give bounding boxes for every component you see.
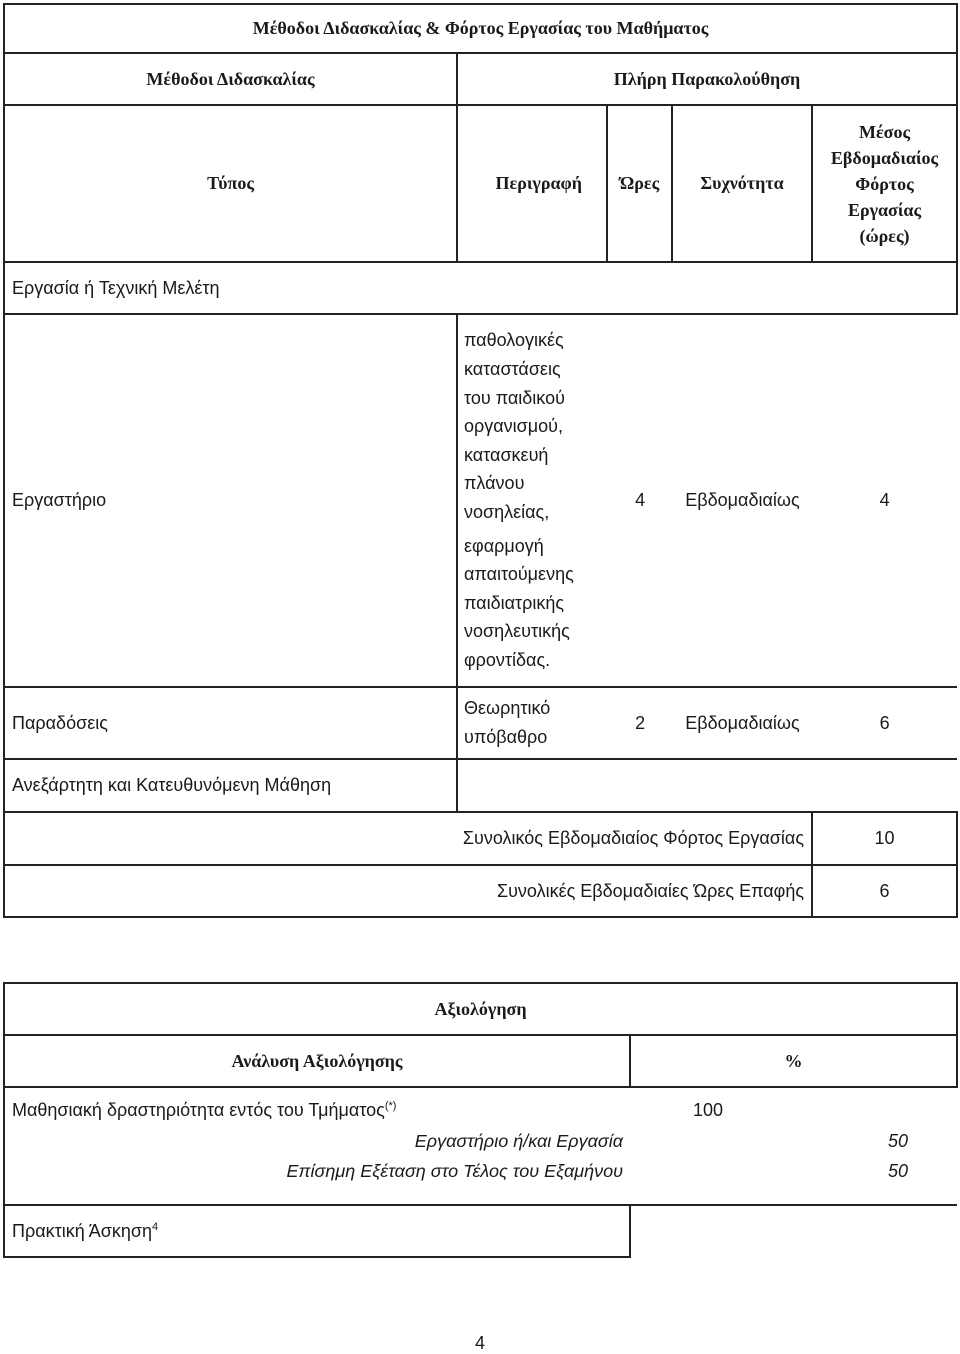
total-load-value: 10: [812, 812, 957, 865]
row-description: παθολογικές καταστάσεις του παιδικού οργανισμού, κατασκευή πλάνου νοσηλείας, εφαρμογή απαιτούμενης παιδιατρικής νοσηλευτικής φροντίδας.: [464, 330, 574, 670]
assessment-item-label: Εργαστήριο ή/και Εργασία: [414, 1130, 623, 1151]
contact-hours-value: 6: [812, 865, 957, 917]
activity-value: 100: [693, 1099, 724, 1120]
header-avg-load: Μέσος Εβδομαδιαίος Φόρτος Εργασίας (ώρες): [812, 105, 957, 262]
row-hours: 2: [635, 712, 646, 733]
teaching-methods-table: [3, 3, 958, 918]
assessment-item-label: Επίσημη Εξέταση στο Τέλος του Εξαμήνου: [286, 1160, 623, 1181]
row-description: Θεωρητικό υπόβαθρο: [464, 698, 551, 747]
row-type: Παραδόσεις: [4, 687, 457, 759]
activity-label: Μαθησιακή δραστηριότητα εντός του Τμήματος(*): [12, 1099, 397, 1120]
assessment-item-value: 50: [887, 1130, 908, 1151]
attendance-label: Πλήρη Παρακολούθηση: [457, 53, 957, 105]
row-frequency: Εβδομαδιαίως: [685, 712, 800, 733]
row-type: Εργαστήριο: [4, 314, 457, 687]
teaching-title: Μέθοδοι Διδασκαλίας & Φόρτος Εργασίας του Μαθήματος: [4, 4, 957, 53]
practice-label: Πρακτική Άσκηση$^4$: [4, 1205, 630, 1257]
row-frequency: Εβδομαδιαίως: [685, 490, 800, 510]
total-load-label: Συνολικός Εβδομαδιαίος Φόρτος Εργασίας: [4, 812, 812, 865]
assessment-item-value: 50: [887, 1160, 908, 1181]
project-label: Εργασία ή Τεχνική Μελέτη: [4, 262, 957, 314]
page-number: 4: [474, 1333, 485, 1353]
header-hours: Ώρες: [607, 105, 672, 262]
percent-label: %: [630, 1035, 957, 1087]
row-load: 6: [879, 712, 890, 733]
table-row: [4, 314, 957, 687]
independent-label: Ανεξάρτητη και Κατευθυνόμενη Μάθηση: [4, 759, 457, 812]
table-row: [4, 687, 957, 759]
row-hours: 4: [635, 490, 646, 510]
contact-hours-label: Συνολικές Εβδομαδιαίες Ώρες Επαφής: [4, 865, 812, 917]
row-load: 4: [879, 490, 890, 510]
assessment-title: Αξιολόγηση: [4, 983, 957, 1035]
header-frequency: Συχνότητα: [672, 105, 812, 262]
header-type: Τύπος: [4, 105, 457, 262]
header-description: Περιγραφή: [457, 105, 607, 262]
analysis-label: Ανάλυση Αξιολόγησης: [4, 1035, 630, 1087]
assessment-table: [3, 982, 958, 1258]
methods-label: Μέθοδοι Διδασκαλίας: [4, 53, 457, 105]
